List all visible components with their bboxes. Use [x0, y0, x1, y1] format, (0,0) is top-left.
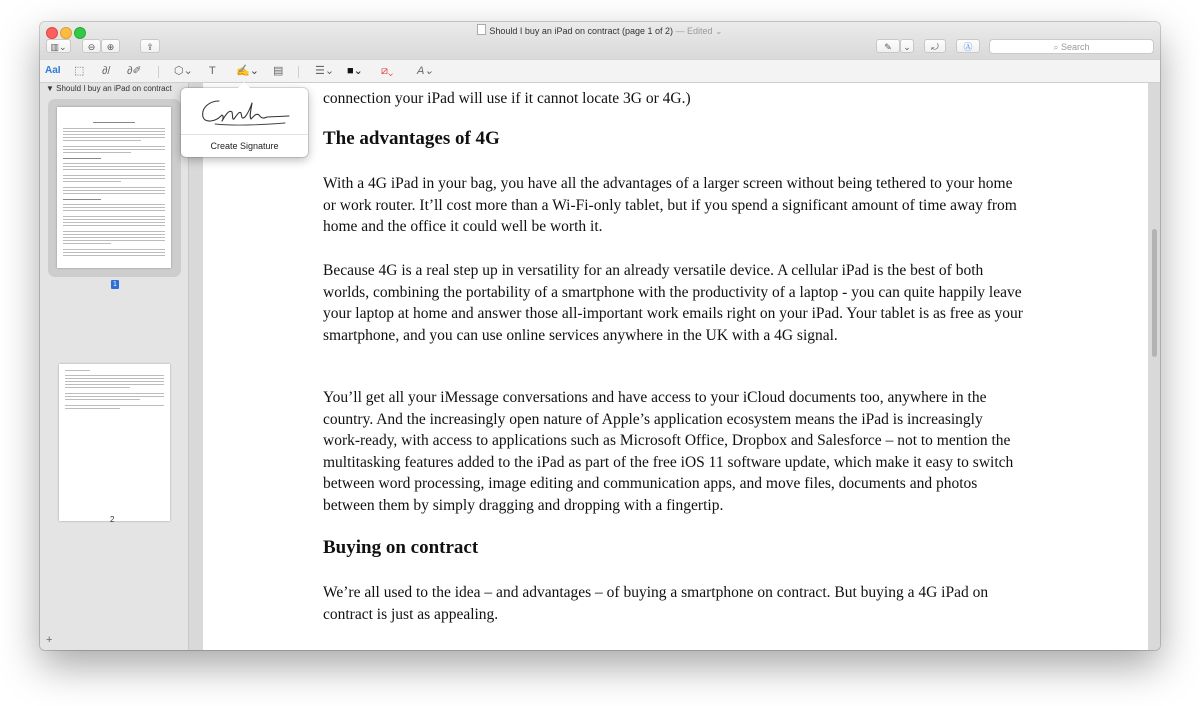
share-button[interactable]: ⇪ [140, 39, 160, 53]
heading-advantages-of-4g: The advantages of 4G [323, 128, 500, 149]
zoom-out-button[interactable]: ⊖ [82, 39, 101, 53]
popover-divider [181, 134, 308, 135]
sign-tool[interactable]: ✍⌄ [236, 65, 259, 77]
window-title[interactable] [40, 24, 1160, 37]
paragraph-2: Because 4G is a real step up in versatility for an already versatile device. A cellular iPad is the best of both worlds, combining the portability of a smartphone with the productivity of a laptop - you can quite happily leave your laptop at home and answer those all-important work emails right on your iPad. Your tablet is as free as your smartphone, and you can use online services anywhere in the UK with a 4G signal. [323, 262, 1023, 344]
note-tool[interactable]: ▤ [273, 65, 284, 77]
sketch-tool[interactable]: ∂/ [102, 65, 111, 77]
page-2-label: 2 [110, 515, 115, 524]
page-thumbnail-1[interactable] [57, 107, 171, 268]
thumbnail-sidebar [40, 83, 189, 650]
toolbar-divider [298, 66, 299, 78]
sidebar-document-title: Should I buy an iPad on contract [56, 84, 172, 93]
window-title-text: Should I buy an iPad on contract (page 1 of 2) [489, 26, 674, 36]
shape-style-tool[interactable]: ☰⌄ [315, 65, 335, 77]
document-view[interactable] [189, 83, 1160, 650]
sidebar-toggle-button[interactable]: ▥⌄ [46, 39, 71, 53]
shapes-tool[interactable]: ⬡⌄ [174, 65, 193, 77]
intro-line: connection your iPad will use if it cannot locate 3G or 4G.) [323, 90, 691, 107]
highlight-menu-button[interactable]: ⌄ [900, 39, 914, 53]
saved-signature[interactable] [189, 92, 300, 130]
add-page-button[interactable]: + [46, 634, 53, 646]
title-bar [40, 22, 1160, 59]
heading-buying-on-contract: Buying on contract [323, 537, 479, 558]
paragraph-4: We’re all used to the idea – and advantages – of buying a smartphone on contract. But buying a 4G iPad on contract is just as appealing. [323, 584, 989, 623]
search-input[interactable] [989, 39, 1154, 54]
edited-status[interactable]: — Edited ⌄ [675, 26, 723, 36]
document-icon [477, 24, 486, 35]
zoom-in-button[interactable]: ⊕ [101, 39, 120, 53]
popover-arrow [238, 82, 250, 88]
paragraph-3: You’ll get all your iMessage conversations and have access to your iCloud documents too, anywhere in the country. And the increasingly open nature of Apple’s application ecosystem means the iPad is increasingly work-ready, with access to applications such as Microsoft Office, Dropbox and Salesforce – not to mention the multitasking features added to the iPad as part of the free iOS 11 software update, which make it easy to switch between word processing, image editing and communication apps, and move files, documents and photos between them by simply dragging and dropping with a fingertip. [323, 389, 1014, 514]
rotate-button[interactable]: ⤾ [924, 39, 946, 53]
highlight-pen-button[interactable]: ✎ [876, 39, 900, 53]
text-style-tool[interactable]: A⌄ [417, 65, 434, 77]
scrollbar-thumb[interactable] [1152, 229, 1157, 357]
toolbar-divider [158, 66, 159, 78]
document-page [203, 83, 1148, 650]
text-tool[interactable]: T [209, 65, 216, 77]
border-color-tool[interactable]: ■⌄ [347, 65, 363, 77]
page-thumbnail-2[interactable] [59, 364, 170, 521]
fill-color-tool[interactable]: ⧄⌄ [381, 65, 394, 77]
sidebar-document-header[interactable]: ▼ Should I buy an iPad on contract [46, 84, 172, 93]
paragraph-1: With a 4G iPad in your bag, you have all the advantages of a larger screen without being tethered to your home or work router. It’ll cost more than a Wi-Fi-only tablet, but if you spend a significant amount of time away from home and the office it could well be worth it. [323, 175, 1017, 235]
rectangular-selection-tool[interactable]: ⬚ [74, 65, 85, 77]
text-selection-tool[interactable]: AaI [45, 65, 61, 76]
signature-popover [181, 88, 308, 157]
signature-image [189, 92, 300, 130]
page-1-label: 1 [111, 280, 119, 289]
vertical-scrollbar[interactable] [1150, 83, 1158, 650]
markup-toolbar-button[interactable]: Ⓐ [956, 39, 980, 53]
draw-tool[interactable]: ∂✐ [127, 65, 142, 77]
markup-toolbar [40, 59, 1160, 83]
search-placeholder: Search [1061, 42, 1090, 52]
create-signature-button[interactable]: Create Signature [210, 141, 279, 151]
search-icon: ⌕ [1053, 42, 1059, 52]
